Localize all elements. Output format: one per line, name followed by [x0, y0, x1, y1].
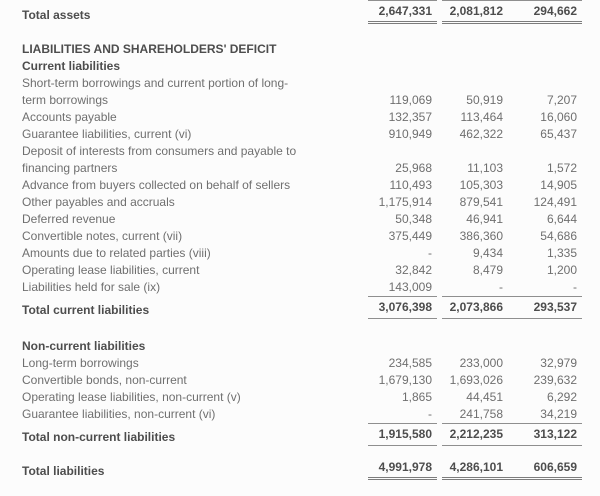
- value-cell-col1: 1,175,914: [378, 195, 432, 209]
- value-cell-col1: 1,679,130: [378, 373, 432, 387]
- row-label-line: Total liabilities: [22, 464, 105, 478]
- value-cell-group: [442, 211, 582, 228]
- row-label: [22, 126, 368, 143]
- row-label: [22, 143, 368, 177]
- value-cell-group: [442, 389, 582, 406]
- value-cell-group: [442, 245, 582, 262]
- row-label-line: Deposit of interests from consumers and payable to: [22, 144, 297, 158]
- row-label-line: Liabilities held for sale (ix): [22, 280, 161, 294]
- value-cell-col2: 879,541: [459, 195, 503, 209]
- table-row: [22, 355, 582, 372]
- value-cell-col3: 606,659: [533, 460, 577, 474]
- row-label-line: Guarantee liabilities, non-current (vi): [22, 407, 216, 421]
- table-row: [22, 389, 582, 406]
- value-cell-col1: 143,009: [388, 280, 432, 294]
- row-label: [22, 245, 368, 262]
- value-cell-col2: 46,941: [466, 212, 503, 226]
- value-cell-col1: 234,585: [388, 356, 432, 370]
- value-cell-col2: -: [499, 280, 503, 294]
- row-label: [22, 429, 368, 446]
- value-cell-col3: 6,644: [546, 212, 577, 226]
- value-cell-col2: 241,758: [459, 407, 503, 421]
- value-cell-col2: 4,286,101: [449, 460, 503, 474]
- value-cell-col2: 44,451: [466, 390, 503, 404]
- table-row: [22, 372, 582, 389]
- table-row: [22, 143, 582, 177]
- row-label: [22, 338, 582, 355]
- row-label-line: financing partners: [22, 161, 118, 175]
- value-cell-col1: 110,493: [389, 178, 432, 192]
- total-row: [22, 459, 582, 480]
- table-row: [22, 228, 582, 245]
- value-cell-col1: 132,357: [388, 110, 432, 124]
- row-label-line: Current liabilities: [22, 59, 121, 73]
- row-label: [22, 7, 368, 24]
- value-cell-col2: 113,464: [460, 110, 503, 124]
- row-label-line: Amounts due to related parties (viii): [22, 246, 211, 260]
- value-cell-col2: 233,000: [459, 356, 503, 370]
- row-label-line: Total current liabilities: [22, 303, 150, 317]
- value-cell-col1: 25,968: [395, 161, 432, 175]
- value-cell-col1: 32,842: [395, 263, 432, 277]
- section-header-row: [22, 41, 582, 58]
- value-cell-col3: 1,200: [546, 263, 577, 277]
- value-cell-col2: 9,434: [472, 246, 503, 260]
- value-cell-col3: 34,219: [540, 407, 577, 421]
- table-row: [22, 177, 582, 194]
- value-cell-group: [442, 228, 582, 245]
- value-cell-col1: 1,915,580: [368, 423, 437, 446]
- row-label-line: Short-term borrowings and current portion of long-: [22, 76, 289, 90]
- row-label-line: Convertible bonds, non-current: [22, 373, 187, 387]
- value-cell-col2: 386,360: [459, 229, 503, 243]
- table-row: [22, 211, 582, 228]
- row-label: [22, 177, 368, 194]
- row-label-line: Non-current liabilities: [22, 339, 146, 353]
- value-cell-group: [442, 0, 582, 24]
- value-cell-col1: 119,069: [389, 93, 432, 107]
- row-label-line: Operating lease liabilities, current: [22, 263, 200, 277]
- value-cell-col2: 2,081,812: [449, 4, 503, 18]
- table-row: [22, 279, 582, 296]
- row-label: [22, 279, 368, 296]
- row-label-line: Deferred revenue: [22, 212, 116, 226]
- row-label: [22, 75, 368, 109]
- value-cell-group: [442, 109, 582, 126]
- value-cell-col1: -: [428, 407, 432, 421]
- value-cell-col2: 1,693,026: [449, 373, 503, 387]
- value-cell-col1: 50,348: [395, 212, 432, 226]
- row-label: [22, 194, 368, 211]
- table-row: [22, 262, 582, 279]
- value-cell-col1: 3,076,398: [368, 296, 437, 319]
- table-row: [22, 126, 582, 143]
- value-cell-col1: 1,865: [401, 390, 432, 404]
- value-cell-group: [442, 406, 582, 423]
- value-cell-col3: 7,207: [546, 93, 577, 107]
- value-cell-col3: 65,437: [540, 127, 577, 141]
- row-label: [22, 58, 582, 75]
- table-row: [22, 109, 582, 126]
- value-cell-col3: 1,572: [546, 161, 577, 175]
- value-cell-col2: 11,103: [467, 161, 503, 175]
- row-label-line: Total assets: [22, 8, 91, 22]
- row-label: [22, 228, 368, 245]
- value-cell-col1: 375,449: [388, 229, 432, 243]
- value-cell-col1: 910,949: [388, 127, 432, 141]
- row-label-line: Operating lease liabilities, non-current (v): [22, 390, 241, 404]
- value-cell-group: [442, 372, 582, 389]
- value-cell-col1: 2,647,331: [368, 0, 437, 24]
- value-cell-group: [442, 279, 582, 296]
- total-row: [22, 296, 582, 319]
- value-cell-col3: 14,905: [540, 178, 577, 192]
- value-cell-col3: 294,662: [533, 4, 577, 18]
- total-row: [22, 0, 582, 24]
- row-label: [22, 355, 368, 372]
- value-cell-col3: 54,686: [540, 229, 577, 243]
- value-cell-col3: 239,632: [533, 373, 577, 387]
- value-cell-col3: 293,537: [533, 300, 577, 314]
- value-cell-group: [442, 262, 582, 279]
- row-label: [22, 463, 368, 480]
- row-label-line: term borrowings: [22, 93, 109, 107]
- row-label: [22, 389, 368, 406]
- row-label: [22, 372, 368, 389]
- value-cell-group: [442, 355, 582, 372]
- row-label: [22, 406, 368, 423]
- value-cell-col2: 462,322: [459, 127, 503, 141]
- value-cell-col2: 2,073,866: [449, 300, 503, 314]
- row-label: [22, 211, 368, 228]
- row-label-line: Convertible notes, current (vii): [22, 229, 183, 243]
- value-cell-group: [442, 177, 582, 194]
- value-cell-group: [442, 194, 582, 211]
- row-label: [22, 41, 582, 58]
- section-header-row: [22, 58, 582, 75]
- value-cell-col2: 8,479: [472, 263, 503, 277]
- row-label-line: Guarantee liabilities, current (vi): [22, 127, 192, 141]
- value-cell-group: [442, 296, 582, 319]
- value-cell-col3: 32,979: [540, 356, 577, 370]
- table-row: [22, 245, 582, 262]
- value-cell-col1: 4,991,978: [368, 459, 437, 480]
- value-cell-group: [442, 459, 582, 480]
- table-row: [22, 406, 582, 423]
- value-cell-col2: 2,212,235: [449, 427, 503, 441]
- value-cell-col3: -: [573, 280, 577, 294]
- row-label-line: Total non-current liabilities: [22, 430, 176, 444]
- value-cell-col3: 124,491: [533, 195, 577, 209]
- total-row: [22, 423, 582, 446]
- value-cell-col3: 1,335: [546, 246, 577, 260]
- value-cell-col1: -: [428, 246, 432, 260]
- value-cell-group: [442, 126, 582, 143]
- row-label: [22, 302, 368, 319]
- value-cell-col2: 105,303: [459, 178, 503, 192]
- table-row: [22, 194, 582, 211]
- row-label: [22, 109, 368, 126]
- table-row: [22, 75, 582, 109]
- value-cell-group: [442, 423, 582, 446]
- value-cell-col3: 6,292: [546, 390, 577, 404]
- row-label-line: LIABILITIES AND SHAREHOLDERS' DEFICIT: [22, 42, 277, 56]
- row-label: [22, 262, 368, 279]
- value-cell-col3: 16,060: [540, 110, 577, 124]
- value-cell-group: [442, 92, 582, 109]
- row-label-line: Long-term borrowings: [22, 356, 139, 370]
- section-header-row: [22, 338, 582, 355]
- row-label-line: Advance from buyers collected on behalf of sellers: [22, 178, 291, 192]
- row-label-line: Accounts payable: [22, 110, 117, 124]
- value-cell-group: [442, 160, 582, 177]
- value-cell-col3: 313,122: [533, 427, 577, 441]
- value-cell-col2: 50,919: [466, 93, 503, 107]
- row-label-line: Other payables and accruals: [22, 195, 175, 209]
